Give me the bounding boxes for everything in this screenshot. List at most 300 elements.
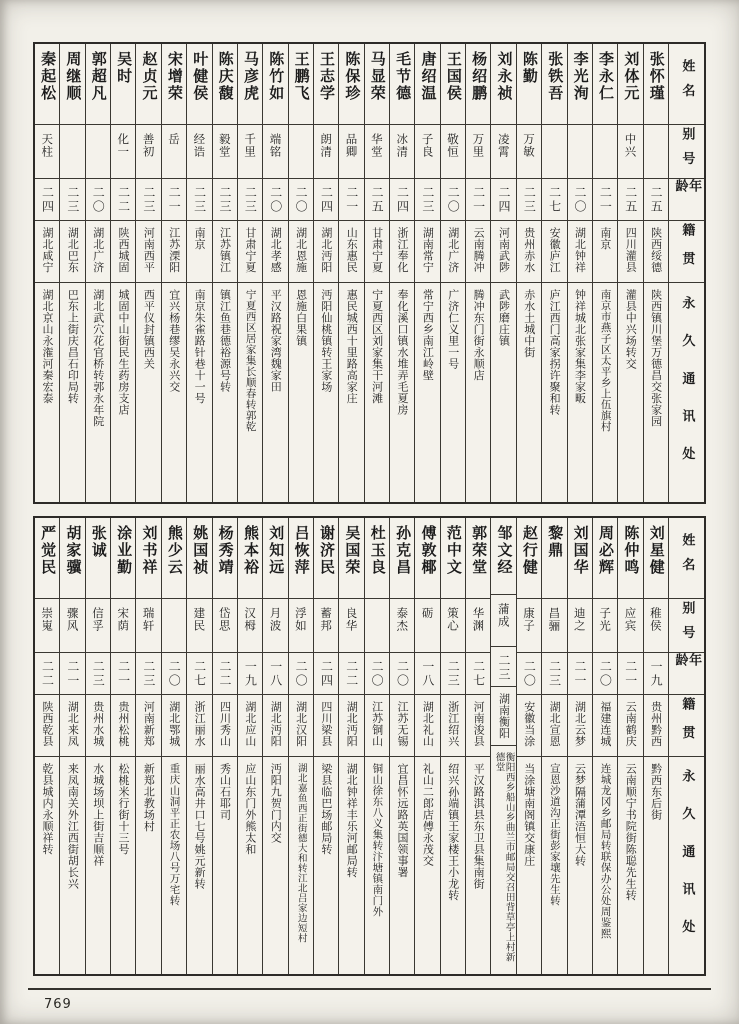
- name-cell-text: 陈保珍: [343, 51, 362, 102]
- alias-cell-text: 冰清: [395, 133, 410, 158]
- name-cell-text: 唐绍温: [419, 51, 438, 102]
- age-cell-text: 二三: [141, 186, 156, 214]
- alias-cell: [415, 598, 439, 652]
- native-cell-text: 福建连城: [598, 701, 612, 747]
- name-cell: [111, 518, 135, 598]
- person-column: [186, 518, 211, 974]
- age-cell-text: 二四: [395, 186, 410, 214]
- age-cell: [213, 652, 237, 694]
- person-column: [85, 518, 110, 974]
- alias-cell-text: 端铭: [268, 133, 283, 158]
- header-native-label: [669, 694, 704, 756]
- age-cell: [390, 178, 414, 220]
- name-cell-text: 马彦虎: [241, 51, 260, 102]
- age-cell: [644, 652, 668, 694]
- name-cell: [289, 44, 313, 124]
- header-alias-label: [669, 124, 704, 178]
- alias-cell: [466, 598, 490, 652]
- name-cell: [289, 518, 313, 598]
- name-cell: [491, 518, 515, 594]
- age-cell-text: 二五: [370, 186, 385, 214]
- age-cell: [35, 178, 59, 220]
- alias-cell-text: 万敏: [522, 133, 537, 158]
- age-cell: [618, 178, 642, 220]
- age-cell-text: 二一: [598, 186, 613, 214]
- address-cell: [187, 756, 211, 974]
- alias-cell: [60, 124, 84, 178]
- age-cell-text: 二〇: [268, 186, 283, 214]
- age-cell: [339, 178, 363, 220]
- age-cell-text: 二一: [623, 660, 638, 688]
- address-cell: [60, 282, 84, 502]
- age-cell: [162, 178, 186, 220]
- age-cell-text: 二三: [91, 660, 106, 688]
- name-cell: [390, 518, 414, 598]
- age-cell-text: 二一: [116, 660, 131, 688]
- age-cell: [86, 178, 110, 220]
- address-cell: [365, 756, 389, 974]
- alias-cell: [491, 594, 515, 646]
- person-column: [288, 518, 313, 974]
- person-column: [161, 44, 186, 502]
- age-cell-text: 二二: [218, 660, 232, 688]
- address-cell: [263, 282, 287, 502]
- age-cell: [491, 178, 515, 220]
- name-cell: [162, 518, 186, 598]
- name-cell: [568, 44, 592, 124]
- alias-cell-text: 信孚: [90, 607, 105, 632]
- age-cell-text: 二四: [319, 660, 334, 688]
- age-cell: [187, 178, 211, 220]
- person-column: [592, 44, 617, 502]
- alias-cell: [568, 124, 592, 178]
- name-cell-text: 张铁吾: [546, 51, 565, 102]
- alias-cell: [213, 598, 237, 652]
- age-cell: [111, 652, 135, 694]
- person-column: [364, 44, 389, 502]
- native-cell: [491, 220, 515, 282]
- native-cell: [365, 220, 389, 282]
- address-cell-text: 黔西东后街: [649, 763, 663, 821]
- header-address-label-text: 永久通讯处: [679, 769, 695, 958]
- address-cell: [314, 756, 338, 974]
- age-cell: [593, 652, 617, 694]
- native-cell-text: 江苏铜山: [370, 701, 384, 747]
- alias-cell-text: 华堂: [369, 133, 384, 158]
- native-cell: [542, 220, 566, 282]
- native-cell: [213, 220, 237, 282]
- alias-cell-text: 策心: [445, 607, 460, 632]
- age-cell-text: 二七: [471, 660, 486, 688]
- address-cell-text: 秀山石耶司: [218, 763, 232, 821]
- person-column: [313, 44, 338, 502]
- address-cell: [136, 756, 160, 974]
- name-cell: [491, 44, 515, 124]
- person-column: [414, 518, 439, 974]
- alias-cell: [136, 124, 160, 178]
- name-cell: [618, 44, 642, 124]
- address-cell-text: 湖北京山永潅河秦宏泰: [40, 289, 54, 404]
- header-column: [668, 518, 704, 974]
- person-column: [440, 44, 465, 502]
- age-cell-text: 二三: [192, 186, 207, 214]
- address-cell: [111, 282, 135, 502]
- alias-cell-text: 善初: [141, 133, 156, 158]
- alias-cell-text: 万里: [471, 133, 486, 158]
- age-cell-text: 二二: [40, 660, 55, 688]
- alias-cell: [441, 598, 465, 652]
- name-cell: [238, 518, 262, 598]
- age-cell-text: 二〇: [294, 660, 309, 688]
- person-column: [389, 44, 414, 502]
- native-cell-text: 甘肃宁夏: [370, 227, 384, 273]
- native-cell: [644, 694, 668, 756]
- person-column: [643, 518, 668, 974]
- native-cell: [162, 220, 186, 282]
- person-column: [617, 518, 642, 974]
- address-cell-text: 梁县临巴场邮局转: [319, 763, 333, 855]
- age-cell: [415, 652, 439, 694]
- alias-cell-text: 骤风: [65, 607, 80, 632]
- native-cell-text: 陕西乾县: [40, 701, 54, 747]
- address-cell: [542, 282, 566, 502]
- native-cell-text: 江苏镇江: [218, 227, 232, 273]
- age-cell-text: 二一: [471, 186, 486, 214]
- name-cell: [263, 518, 287, 598]
- person-column: [59, 44, 84, 502]
- name-cell-text: 严觉民: [39, 525, 58, 576]
- native-cell-text: 山东惠民: [345, 227, 359, 273]
- name-cell: [542, 518, 566, 598]
- address-cell-text: 礼山二郎店傅永茂交: [421, 763, 435, 867]
- native-cell-text: 湖北巴东: [66, 227, 80, 273]
- address-cell: [339, 282, 363, 502]
- native-cell: [111, 220, 135, 282]
- address-cell: [415, 756, 439, 974]
- alias-cell-text: 化一: [116, 133, 131, 158]
- person-column: [161, 518, 186, 974]
- address-cell-text: 重庆山洞平正农场八号万宅转: [168, 763, 181, 906]
- age-cell: [618, 652, 642, 694]
- address-cell-text: 平汉路淇县东卫县集南街: [472, 763, 486, 890]
- age-cell: [60, 178, 84, 220]
- age-cell: [466, 652, 490, 694]
- age-cell-text: 二〇: [522, 660, 537, 688]
- alias-cell-text: 朗清: [319, 133, 334, 158]
- alias-cell: [339, 598, 363, 652]
- native-cell-text: 湖北沔阳: [269, 701, 283, 747]
- native-cell-text: 湖北宣恩: [548, 701, 562, 747]
- address-cell: [314, 282, 338, 502]
- native-cell-text: 云南鹤庆: [624, 701, 638, 747]
- address-cell-text: 平汉路祝家湾魏家田: [269, 289, 283, 393]
- person-column: [490, 518, 515, 974]
- native-cell: [618, 694, 642, 756]
- address-cell-text: 西平仪封镇西关: [142, 289, 156, 370]
- native-cell: [289, 220, 313, 282]
- directory-table-bottom: [33, 516, 706, 976]
- native-cell: [263, 694, 287, 756]
- address-cell-text: 沔阳仙桃镇转王家场: [319, 289, 333, 393]
- native-cell-text: 湖北应山: [243, 701, 257, 747]
- alias-cell-text: 子光: [598, 607, 613, 632]
- age-cell: [263, 178, 287, 220]
- name-cell-text: 李永仁: [596, 51, 615, 102]
- name-cell-text: 黎鼎: [546, 525, 565, 559]
- address-cell: [491, 745, 515, 974]
- address-cell: [466, 282, 490, 502]
- alias-cell-text: 经诰: [192, 133, 207, 158]
- alias-cell-text: 中兴: [623, 133, 638, 158]
- native-cell: [517, 220, 541, 282]
- person-column: [465, 518, 490, 974]
- native-cell: [542, 694, 566, 756]
- alias-cell-text: 稚侯: [648, 607, 663, 632]
- name-cell: [466, 44, 490, 124]
- alias-cell: [86, 598, 110, 652]
- name-cell-text: 毛节德: [394, 51, 413, 102]
- age-cell-text: 二五: [649, 186, 664, 214]
- age-cell: [542, 178, 566, 220]
- age-cell-text: 二〇: [395, 660, 410, 688]
- name-cell-text: 范中文: [444, 525, 463, 576]
- alias-cell-text: 千里: [243, 133, 258, 158]
- alias-cell-text: 迪之: [572, 607, 587, 632]
- age-cell: [136, 178, 160, 220]
- name-cell-text: 陈勤: [520, 51, 539, 85]
- alias-cell-text: 汉栂: [243, 607, 258, 632]
- age-cell: [60, 652, 84, 694]
- native-cell-text: 甘肃宁夏: [243, 227, 257, 273]
- alias-cell-text: 建民: [192, 607, 207, 632]
- address-cell: [60, 756, 84, 974]
- name-cell-text: 郭荣堂: [470, 525, 489, 576]
- name-cell-text: 吴时: [115, 51, 134, 85]
- address-cell-text: 衡阳西乡船山乡曲兰市邮局交召田背草亭上村新德堂: [493, 752, 515, 963]
- native-cell: [466, 220, 490, 282]
- address-cell: [441, 756, 465, 974]
- person-column: [237, 518, 262, 974]
- address-cell: [466, 756, 490, 974]
- header-native-label-text: 籍贯: [679, 222, 695, 281]
- alias-cell: [390, 124, 414, 178]
- alias-cell: [644, 598, 668, 652]
- header-age-label-text: 年龄: [672, 179, 702, 204]
- name-cell-text: 马显荣: [368, 51, 387, 102]
- age-cell-text: 二三: [218, 186, 232, 214]
- native-cell-text: 浙江奉化: [396, 227, 409, 273]
- alias-cell: [35, 124, 59, 178]
- alias-cell-text: 天柱: [40, 133, 55, 158]
- age-cell: [213, 178, 237, 220]
- name-cell: [466, 518, 490, 598]
- name-cell: [568, 518, 592, 598]
- native-cell-text: 江苏无锡: [396, 701, 409, 747]
- native-cell: [441, 220, 465, 282]
- person-column: [541, 44, 566, 502]
- native-cell-text: 湖北汉阳: [294, 701, 308, 747]
- name-cell: [187, 44, 211, 124]
- name-cell-text: 刘国华: [571, 525, 590, 576]
- alias-cell-text: 砺: [420, 607, 435, 620]
- address-cell: [593, 282, 617, 502]
- name-cell-text: 陈庆馥: [216, 51, 235, 102]
- age-cell-text: 二四: [40, 186, 55, 214]
- person-column: [35, 44, 59, 502]
- age-cell-text: 二〇: [573, 186, 588, 214]
- alias-cell: [289, 124, 313, 178]
- age-cell: [390, 652, 414, 694]
- address-cell-text: 城固中山街民生药房支店: [117, 289, 131, 416]
- name-cell-text: 宋增荣: [165, 51, 184, 102]
- alias-cell-text: 瑞轩: [141, 607, 156, 632]
- address-cell: [238, 282, 262, 502]
- name-cell: [60, 44, 84, 124]
- header-native-label-text: 籍贯: [679, 696, 695, 755]
- name-cell: [644, 518, 668, 598]
- alias-cell: [162, 598, 186, 652]
- age-cell: [238, 178, 262, 220]
- age-cell: [415, 178, 439, 220]
- native-cell: [314, 694, 338, 756]
- alias-cell: [618, 598, 642, 652]
- person-column: [541, 518, 566, 974]
- address-cell-text: 南京市燕子区太平乡上伍旗村: [599, 289, 612, 432]
- name-cell: [136, 518, 160, 598]
- name-cell: [644, 44, 668, 124]
- name-cell-text: 周必辉: [596, 525, 615, 576]
- name-cell-text: 秦起松: [39, 51, 58, 102]
- native-cell: [517, 694, 541, 756]
- name-cell-text: 赵贞元: [140, 51, 159, 102]
- age-cell-text: 二三: [65, 186, 80, 214]
- name-cell: [60, 518, 84, 598]
- age-cell-text: 二〇: [91, 186, 106, 214]
- person-column: [262, 518, 287, 974]
- age-cell: [86, 652, 110, 694]
- address-cell-text: 松桃米行街十三号: [117, 763, 131, 855]
- name-cell: [365, 518, 389, 598]
- alias-cell: [618, 124, 642, 178]
- alias-cell: [314, 598, 338, 652]
- address-cell: [415, 282, 439, 502]
- address-cell-text: 惠民城西十里路高家庄: [345, 289, 359, 404]
- alias-cell: [644, 124, 668, 178]
- age-cell-text: 二三: [243, 186, 258, 214]
- person-column: [59, 518, 84, 974]
- native-cell-text: 湖北钟祥: [573, 227, 587, 273]
- name-cell: [593, 518, 617, 598]
- native-cell-text: 陕西绥德: [649, 227, 663, 273]
- age-cell-text: 二〇: [370, 660, 385, 688]
- header-age-label: [669, 652, 704, 694]
- native-cell: [238, 694, 262, 756]
- age-cell-text: 二〇: [446, 186, 461, 214]
- address-cell: [568, 756, 592, 974]
- address-cell-text: 水城场坝上街吉顺祥: [91, 763, 105, 867]
- alias-cell: [314, 124, 338, 178]
- age-cell: [238, 652, 262, 694]
- native-cell: [339, 220, 363, 282]
- header-address-label: [669, 282, 704, 502]
- address-cell-text: 应山东门外熊太和: [243, 763, 257, 855]
- alias-cell-text: 月波: [268, 607, 283, 632]
- address-cell: [644, 282, 668, 502]
- age-cell: [314, 652, 338, 694]
- age-cell: [289, 652, 313, 694]
- address-cell-text: 绍兴孙端镇王家楼王小龙转: [446, 763, 460, 901]
- name-cell-text: 王志学: [318, 51, 337, 102]
- age-cell: [644, 178, 668, 220]
- alias-cell: [593, 598, 617, 652]
- native-cell-text: 湖北咸宁: [40, 227, 54, 273]
- native-cell-text: 云南腾冲: [472, 227, 486, 273]
- native-cell-text: 四川梁县: [319, 701, 333, 747]
- age-cell-text: 二二: [344, 660, 359, 688]
- native-cell-text: 湖北沔阳: [319, 227, 333, 273]
- address-cell-text: 宜昌怀远路英国领事署: [396, 763, 409, 878]
- header-name-label: [669, 518, 704, 598]
- name-cell: [86, 518, 110, 598]
- person-column: [313, 518, 338, 974]
- age-cell: [187, 652, 211, 694]
- native-cell-text: 湖北鄂城: [167, 701, 181, 747]
- name-cell: [35, 44, 59, 124]
- address-cell-text: 湖北钟祥丰乐河邮局转: [345, 763, 359, 878]
- header-address-label: [669, 756, 704, 974]
- alias-cell: [213, 124, 237, 178]
- name-cell-text: 王鹏飞: [292, 51, 311, 102]
- name-cell: [314, 44, 338, 124]
- name-cell-text: 刘知远: [267, 525, 286, 576]
- native-cell-text: 湖北来凤: [66, 701, 80, 747]
- tables-wrap: [33, 42, 706, 988]
- native-cell-text: 湖北云梦: [573, 701, 587, 747]
- address-cell: [390, 756, 414, 974]
- age-cell: [441, 178, 465, 220]
- person-column: [262, 44, 287, 502]
- age-cell-text: 一八: [268, 660, 283, 688]
- address-cell: [136, 282, 160, 502]
- native-cell-text: 四川灌县: [624, 227, 638, 273]
- person-column: [237, 44, 262, 502]
- native-cell-text: 湖南衡阳: [497, 692, 511, 739]
- age-cell-text: 二一: [167, 186, 182, 214]
- person-column: [440, 518, 465, 974]
- name-cell: [517, 518, 541, 598]
- person-column: [364, 518, 389, 974]
- alias-cell-text: 敬恒: [445, 133, 460, 158]
- native-cell-text: 贵州黔西: [649, 701, 663, 747]
- alias-cell-text: 康子: [522, 607, 537, 632]
- person-column: [617, 44, 642, 502]
- age-cell-text: 二一: [573, 660, 588, 688]
- alias-cell: [593, 124, 617, 178]
- address-cell-text: 宁夏西区刘家集干河滩: [370, 289, 384, 404]
- native-cell-text: 南京: [598, 227, 612, 250]
- person-column: [135, 518, 160, 974]
- header-name-label-text: 姓名: [679, 59, 695, 109]
- person-column: [35, 518, 59, 974]
- name-cell-text: 涂业勤: [115, 525, 134, 576]
- address-cell-text: 奉化溪口镇水堆弄毛夏房: [396, 289, 409, 416]
- address-cell: [263, 756, 287, 974]
- alias-cell: [517, 598, 541, 652]
- name-cell-text: 李光洵: [571, 51, 590, 102]
- person-column: [338, 44, 363, 502]
- address-cell: [111, 756, 135, 974]
- name-cell: [593, 44, 617, 124]
